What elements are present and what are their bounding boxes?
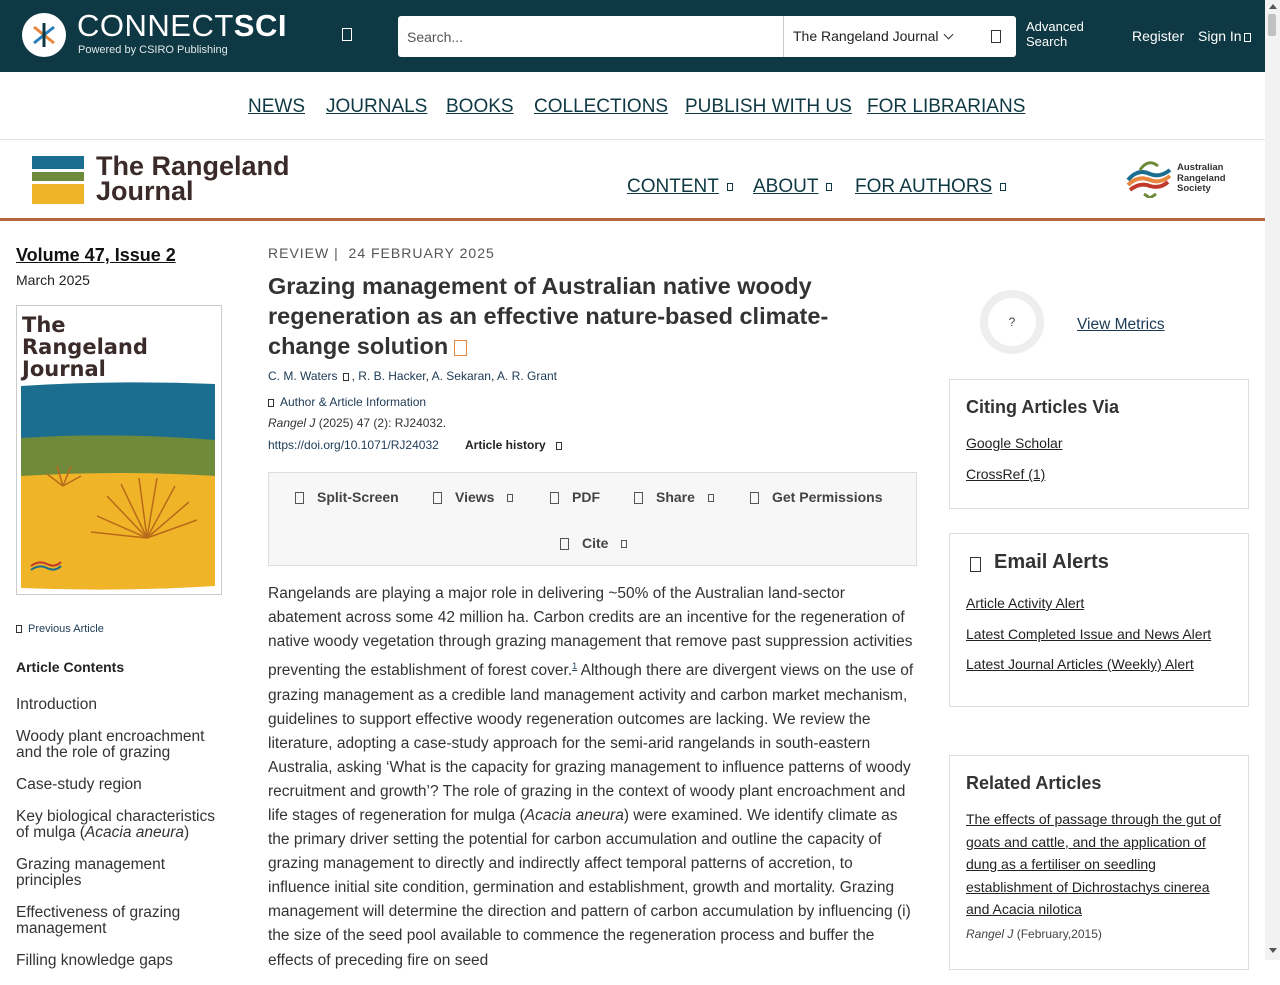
- author-link[interactable]: A. R. Grant: [497, 369, 558, 383]
- scroll-up-arrow-icon[interactable]: [1269, 4, 1277, 9]
- nav-publish-with-us[interactable]: PUBLISH WITH US: [685, 96, 852, 117]
- author-link[interactable]: A. Sekaran: [431, 369, 491, 383]
- issue-date: March 2025: [16, 272, 90, 288]
- views-button[interactable]: Views: [433, 489, 513, 505]
- share-button[interactable]: Share: [634, 489, 714, 505]
- external-link-icon: [1244, 33, 1251, 42]
- view-metrics-link[interactable]: View Metrics: [1077, 316, 1165, 333]
- toc-item[interactable]: Grazing management principles: [16, 856, 166, 889]
- journal-cover-image[interactable]: [16, 305, 222, 595]
- advanced-search-link[interactable]: Advanced Search: [1026, 19, 1084, 49]
- journal-logo-icon[interactable]: [32, 156, 84, 204]
- article-main: [268, 245, 918, 969]
- scrollbar-thumb[interactable]: [1268, 14, 1276, 36]
- toc-item[interactable]: Key biological characteristics of mulga (Acacia aneura): [16, 808, 216, 841]
- chevron-down-icon: [556, 442, 562, 450]
- previous-article-link[interactable]: Previous Article: [16, 623, 104, 635]
- weekly-articles-alert-link[interactable]: Latest Journal Articles (Weekly) Alert: [966, 656, 1194, 672]
- toc-item[interactable]: Filling knowledge gaps: [16, 952, 173, 969]
- search-scope-value: The Rangeland Journal: [793, 28, 939, 44]
- eye-icon: [433, 492, 442, 504]
- cover-title-2: Rangeland: [22, 335, 148, 359]
- scroll-down-arrow-icon[interactable]: [1269, 948, 1277, 953]
- cover-title-1: The: [22, 313, 66, 337]
- scrollbar[interactable]: [1265, 0, 1280, 960]
- article-kicker: REVIEW | 24 FEBRUARY 2025: [268, 245, 495, 261]
- email-alerts-panel: [949, 533, 1249, 707]
- chevron-down-icon: [944, 30, 954, 40]
- nav-for-librarians[interactable]: FOR LIBRARIANS: [867, 96, 1026, 117]
- top-bar: [0, 0, 1265, 72]
- article-contents-list: [16, 697, 226, 985]
- main-nav: [0, 73, 1265, 140]
- pdf-button[interactable]: PDF: [550, 489, 600, 505]
- connectsci-tagline: Powered by CSIRO Publishing: [78, 44, 228, 56]
- dropdown-icon: [507, 494, 513, 502]
- cite-button[interactable]: Cite: [560, 535, 627, 551]
- society-logo-icon[interactable]: [1126, 158, 1172, 198]
- connectsci-logo-text[interactable]: CONNECTSCI: [77, 8, 287, 43]
- nav-books[interactable]: BOOKS: [446, 96, 514, 117]
- related-articles-heading: Related Articles: [966, 773, 1102, 793]
- split-screen-button[interactable]: Split-Screen: [295, 489, 399, 505]
- quote-icon: [560, 538, 569, 550]
- journal-header: [0, 140, 1265, 221]
- dropdown-icon: [621, 540, 627, 548]
- get-permissions-button[interactable]: Get Permissions: [750, 489, 883, 505]
- dropdown-icon: [1000, 183, 1006, 191]
- article-activity-alert-link[interactable]: Article Activity Alert: [966, 595, 1085, 611]
- search-bar: [398, 16, 1016, 57]
- email-alerts-heading: Email Alerts: [994, 551, 1109, 573]
- article-title: Grazing management of Australian native woody regeneration as an effective nature-based climate-change solution: [268, 273, 829, 359]
- open-access-icon: [454, 340, 467, 356]
- author-link[interactable]: R. B. Hacker: [358, 369, 426, 383]
- register-link[interactable]: Register: [1132, 28, 1185, 44]
- search-icon: [991, 30, 1001, 43]
- search-button[interactable]: [976, 16, 1016, 57]
- split-screen-icon: [295, 492, 304, 504]
- volume-issue-link[interactable]: Volume 47, Issue 2: [16, 245, 176, 265]
- toc-item[interactable]: Effectiveness of grazing management: [16, 904, 181, 937]
- nav-journals[interactable]: JOURNALS: [326, 96, 428, 117]
- author-info-toggle[interactable]: Author & Article Information: [268, 395, 426, 409]
- related-article-link[interactable]: The effects of passage through the gut of goats and cattle, and the application of dung as a fertiliser on seedling establishment of Dichrostachys cinerea and Acacia nilotica: [966, 811, 1222, 917]
- bell-icon: [970, 557, 981, 572]
- cover-title-3: Journal: [22, 357, 106, 381]
- arrow-left-icon: [16, 625, 22, 633]
- citing-articles-panel: [949, 379, 1249, 509]
- search-input[interactable]: [398, 16, 782, 57]
- dropdown-icon: [826, 183, 832, 191]
- toc-item[interactable]: Introduction: [16, 696, 97, 713]
- chevron-right-icon: [268, 399, 274, 407]
- share-icon: [634, 492, 643, 504]
- dropdown-icon: [727, 183, 733, 191]
- crossref-link[interactable]: CrossRef (1): [966, 466, 1046, 482]
- footnote-link[interactable]: 1: [572, 661, 578, 672]
- toc-item[interactable]: Case-study region: [16, 776, 142, 793]
- article-history-toggle[interactable]: Article history: [465, 438, 562, 452]
- society-name: Australian Rangeland Society: [1177, 162, 1226, 194]
- left-sidebar: [16, 245, 226, 969]
- citing-articles-heading: Citing Articles Via: [966, 397, 1120, 417]
- sign-in-link[interactable]: Sign In: [1198, 28, 1251, 44]
- abstract-text: Rangelands are playing a major role in delivering ~50% of the Australian land-sector abatement across some 42 million ha. Carbon credits are an incentive for the regeneration of native woody vegetation through grazing management that remove past suppression activities preventing the establishment of forest cover.$^1$ Although there are divergent views on the use of grazing management as a credible land management activity and carbon market mechanism, guidelines to support effective woody regeneration outcomes are lacking. We review the literature, adopting a case-study approach for the semi-arid rangelands in south-eastern Australia, asking ‘What is the capacity for grazing management to influence patterns of woody recruitment and growth’? The role of grazing in the context of woody plant encroachment and life stages of regeneration for mulga (Acacia aneura) were examined. We identify climate as the primary driver setting the potential for carbon accumulation and outline the capacity of grazing management to directly and indirectly affect temporal patterns of accretion, to influence initial site condition, germination and establishment, growth and mortality. Grazing management will determine the direction and pattern of carbon accumulation by influencing (i) the size of the seed pool available to commence the regeneration process and buffer the effects of preceding fire on seed: [268, 585, 914, 969]
- menu-icon[interactable]: [342, 28, 352, 41]
- citation-line: Rangel J (2025) 47 (2): RJ24032.: [268, 416, 447, 430]
- article-toolbar: [268, 472, 917, 566]
- related-article-meta: Rangel J (February,2015): [966, 927, 1102, 941]
- dropdown-icon: [708, 494, 714, 502]
- doi-link[interactable]: https://doi.org/10.1071/RJ24032: [268, 438, 439, 452]
- orcid-icon[interactable]: [343, 373, 349, 381]
- nav-news[interactable]: NEWS: [248, 96, 305, 117]
- permissions-icon: [750, 492, 759, 504]
- search-scope-select[interactable]: [783, 16, 973, 57]
- nav-collections[interactable]: COLLECTIONS: [534, 96, 669, 117]
- related-articles-panel: [949, 755, 1249, 970]
- author-list: C. M. Waters , R. B. Hacker, A. Sekaran, A. R. Grant: [268, 369, 558, 383]
- journal-nav-about[interactable]: ABOUT: [753, 176, 832, 198]
- altmetric-donut-icon[interactable]: ?: [980, 290, 1044, 354]
- journal-nav-content[interactable]: CONTENT: [627, 176, 733, 198]
- latest-issue-alert-link[interactable]: Latest Completed Issue and News Alert: [966, 626, 1212, 642]
- toc-item[interactable]: Woody plant encroachment and the role of grazing: [16, 728, 205, 761]
- journal-title[interactable]: The Rangeland Journal: [96, 151, 290, 206]
- pdf-icon: [550, 492, 559, 504]
- google-scholar-link[interactable]: Google Scholar: [966, 435, 1063, 451]
- article-contents-heading: Article Contents: [16, 659, 125, 675]
- journal-nav-for-authors[interactable]: FOR AUTHORS: [855, 176, 1006, 198]
- author-link[interactable]: C. M. Waters: [268, 369, 338, 383]
- connectsci-logo-icon[interactable]: [22, 13, 66, 57]
